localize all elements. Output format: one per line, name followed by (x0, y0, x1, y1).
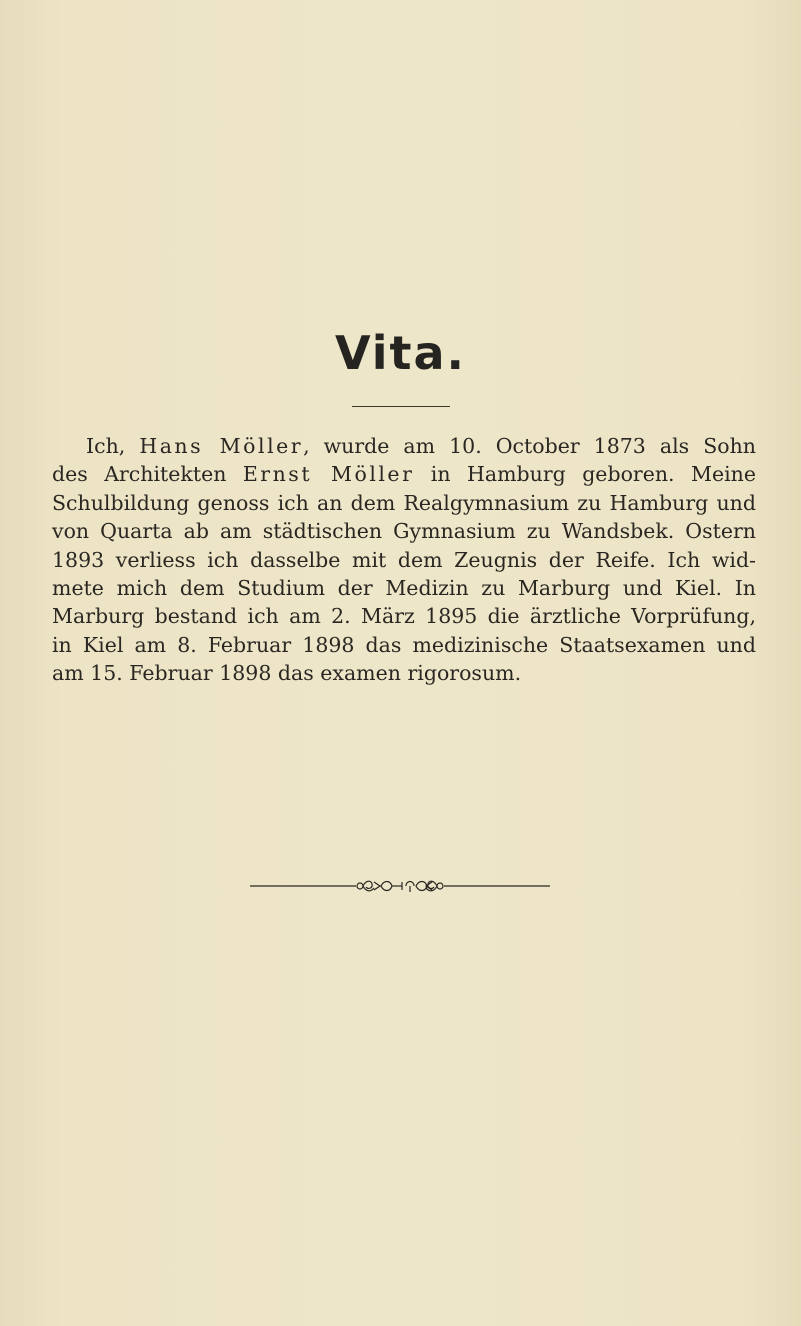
paragraph-line-7: Marburg bestand ich am 2. März 1895 die ärztliche Vorprüfung, (52, 604, 756, 629)
paragraph-line-8: in Kiel am 8. Februar 1898 das medizinische Staatsexamen und (52, 632, 756, 657)
father-name: Ernst Möller (242, 462, 415, 487)
page-title: Vita. (334, 326, 467, 380)
vita-paragraph (52, 432, 756, 688)
line-1-end: , wurde am 10. October 1873 als Sohn (303, 434, 756, 458)
paragraph-line-5: 1893 verliess ich dasselbe mit dem Zeugnis der Reife. Ich wid- (52, 547, 756, 572)
paragraph-line-1 (52, 432, 756, 460)
paragraph-line-2 (52, 460, 756, 488)
paragraph-line-6: mete mich dem Studium der Medizin zu Marburg und Kiel. In (52, 575, 756, 600)
author-name: Hans Möller (139, 434, 304, 458)
line-1-start: Ich, (86, 434, 140, 458)
flourish-divider-icon (250, 874, 550, 898)
line-2-end: in Hamburg geboren. Meine (414, 462, 756, 487)
line-2-start: des Architekten (52, 462, 243, 487)
paragraph-line-3: Schulbildung genoss ich an dem Realgymnasium zu Hamburg und (52, 490, 756, 515)
title-rule (352, 406, 450, 407)
paragraph-line-4: von Quarta ab am städtischen Gymnasium zu Wandsbek. Ostern (52, 519, 756, 544)
paragraph-line-9: am 15. Februar 1898 das examen rigorosum. (52, 661, 522, 686)
